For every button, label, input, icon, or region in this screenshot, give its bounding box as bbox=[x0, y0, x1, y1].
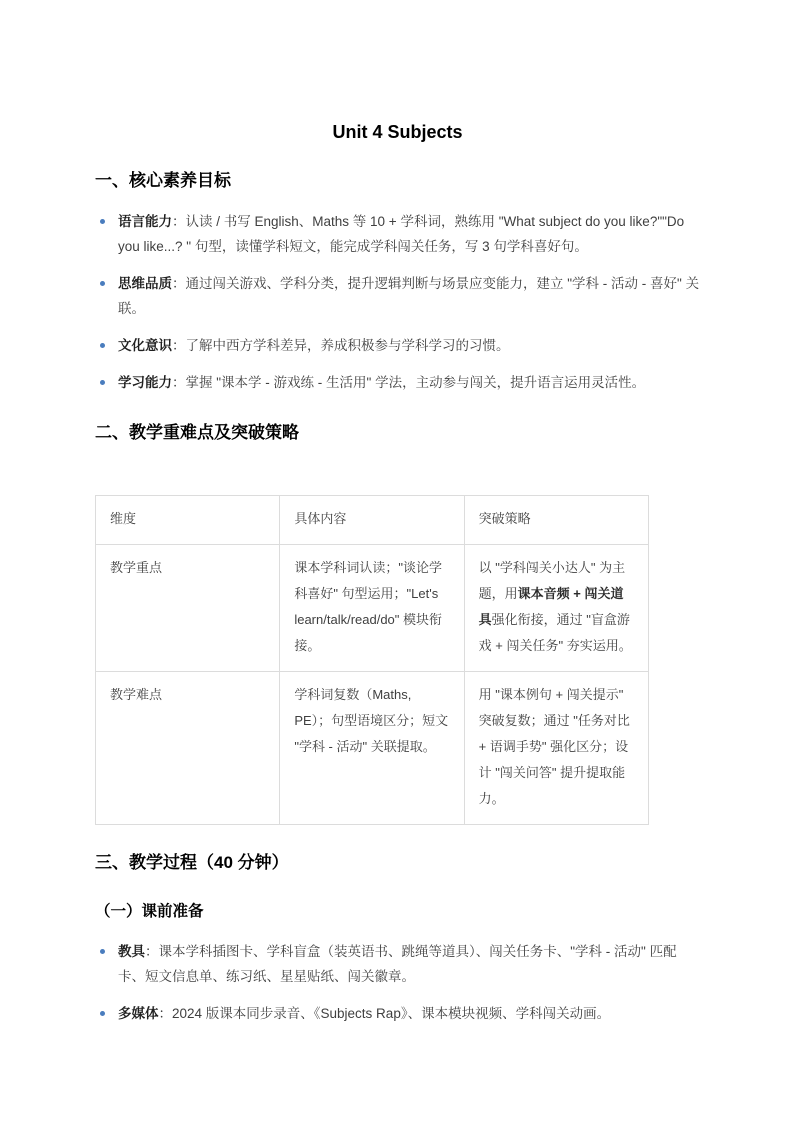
list-item-term: 多媒体 bbox=[118, 1006, 159, 1021]
subsection-prep-heading: （一）课前准备 bbox=[95, 903, 204, 920]
list-item-term: 语言能力 bbox=[118, 214, 172, 229]
table-row bbox=[96, 545, 649, 672]
list-item-term: 思维品质 bbox=[118, 276, 172, 291]
cell-dimension: 教学难点 bbox=[96, 672, 280, 825]
list-item-text: 思维品质：通过闯关游戏、学科分类，提升逻辑判断与场景应变能力，建立 "学科 - 活动 - 喜好" 关联。 bbox=[118, 276, 700, 316]
list-item-term: 文化意识 bbox=[118, 338, 172, 353]
bullet-icon bbox=[100, 380, 105, 385]
key-points-strategy-table bbox=[95, 495, 649, 825]
list-item-text: 语言能力：认读 / 书写 English、Maths 等 10 + 学科词，熟练用 "What subject do you like?""Do you like...? " 句型，读懂学科短文，能完成学科闯关任务，写 3 句学科喜好句。 bbox=[118, 214, 685, 254]
list-item bbox=[95, 271, 700, 321]
list-item-term: 学习能力 bbox=[118, 375, 172, 390]
cell-content: 学科词复数（Maths, PE）；句型语境区分；短文 "学科 - 活动" 关联提取。 bbox=[280, 672, 464, 825]
list-item bbox=[95, 1001, 700, 1026]
list-item bbox=[95, 333, 700, 358]
cell-dimension: 教学重点 bbox=[96, 545, 280, 672]
core-goals-list bbox=[95, 209, 700, 395]
bullet-icon bbox=[100, 1011, 105, 1016]
bullet-icon bbox=[100, 281, 105, 286]
list-item bbox=[95, 939, 700, 989]
column-header-strategy: 突破策略 bbox=[464, 496, 648, 545]
list-item-text: 教具：课本学科插图卡、学科盲盒（装英语书、跳绳等道具）、闯关任务卡、"学科 - 活动" 匹配卡、短文信息单、练习纸、星星贴纸、闯关徽章。 bbox=[118, 944, 677, 984]
section-core-goals-heading: 一、核心素养目标 bbox=[95, 171, 231, 190]
list-item-text: 文化意识：了解中西方学科差异，养成积极参与学科学习的习惯。 bbox=[118, 338, 510, 353]
document-title: Unit 4 Subjects bbox=[332, 122, 463, 142]
list-item bbox=[95, 209, 700, 259]
list-item bbox=[95, 370, 700, 395]
list-item-text: 多媒体：2024 版课本同步录音、《Subjects Rap》、课本模块视频、学科闯关动画。 bbox=[118, 1006, 611, 1021]
section-teaching-process-heading: 三、教学过程（40 分钟） bbox=[95, 853, 289, 872]
section-key-points-heading: 二、教学重难点及突破策略 bbox=[95, 423, 299, 442]
cell-content: 课本学科词认读；"谈论学科喜好" 句型运用；"Let's learn/talk/read/do" 模块衔接。 bbox=[280, 545, 464, 672]
table-row bbox=[96, 672, 649, 825]
cell-strategy: 用 "课本例句 + 闯关提示" 突破复数；通过 "任务对比 + 语调手势" 强化区分；设计 "闯关问答" 提升提取能力。 bbox=[464, 672, 648, 825]
list-item-term: 教具 bbox=[118, 944, 145, 959]
prep-list bbox=[95, 939, 700, 1026]
bullet-icon bbox=[100, 343, 105, 348]
cell-strategy: 以 "学科闯关小达人" 为主题，用课本音频 + 闯关道具强化衔接，通过 "盲盒游戏 + 闯关任务" 夯实运用。 bbox=[464, 545, 648, 672]
bullet-icon bbox=[100, 219, 105, 224]
column-header-dimension: 维度 bbox=[96, 496, 280, 545]
bullet-icon bbox=[100, 949, 105, 954]
strategy-bold-text: 课本音频 + 闯关道具 bbox=[478, 586, 624, 627]
column-header-content: 具体内容 bbox=[280, 496, 464, 545]
list-item-text: 学习能力：掌握 "课本学 - 游戏练 - 生活用" 学法，主动参与闯关，提升语言运用灵活性。 bbox=[118, 375, 646, 390]
table-header-row bbox=[96, 496, 649, 545]
